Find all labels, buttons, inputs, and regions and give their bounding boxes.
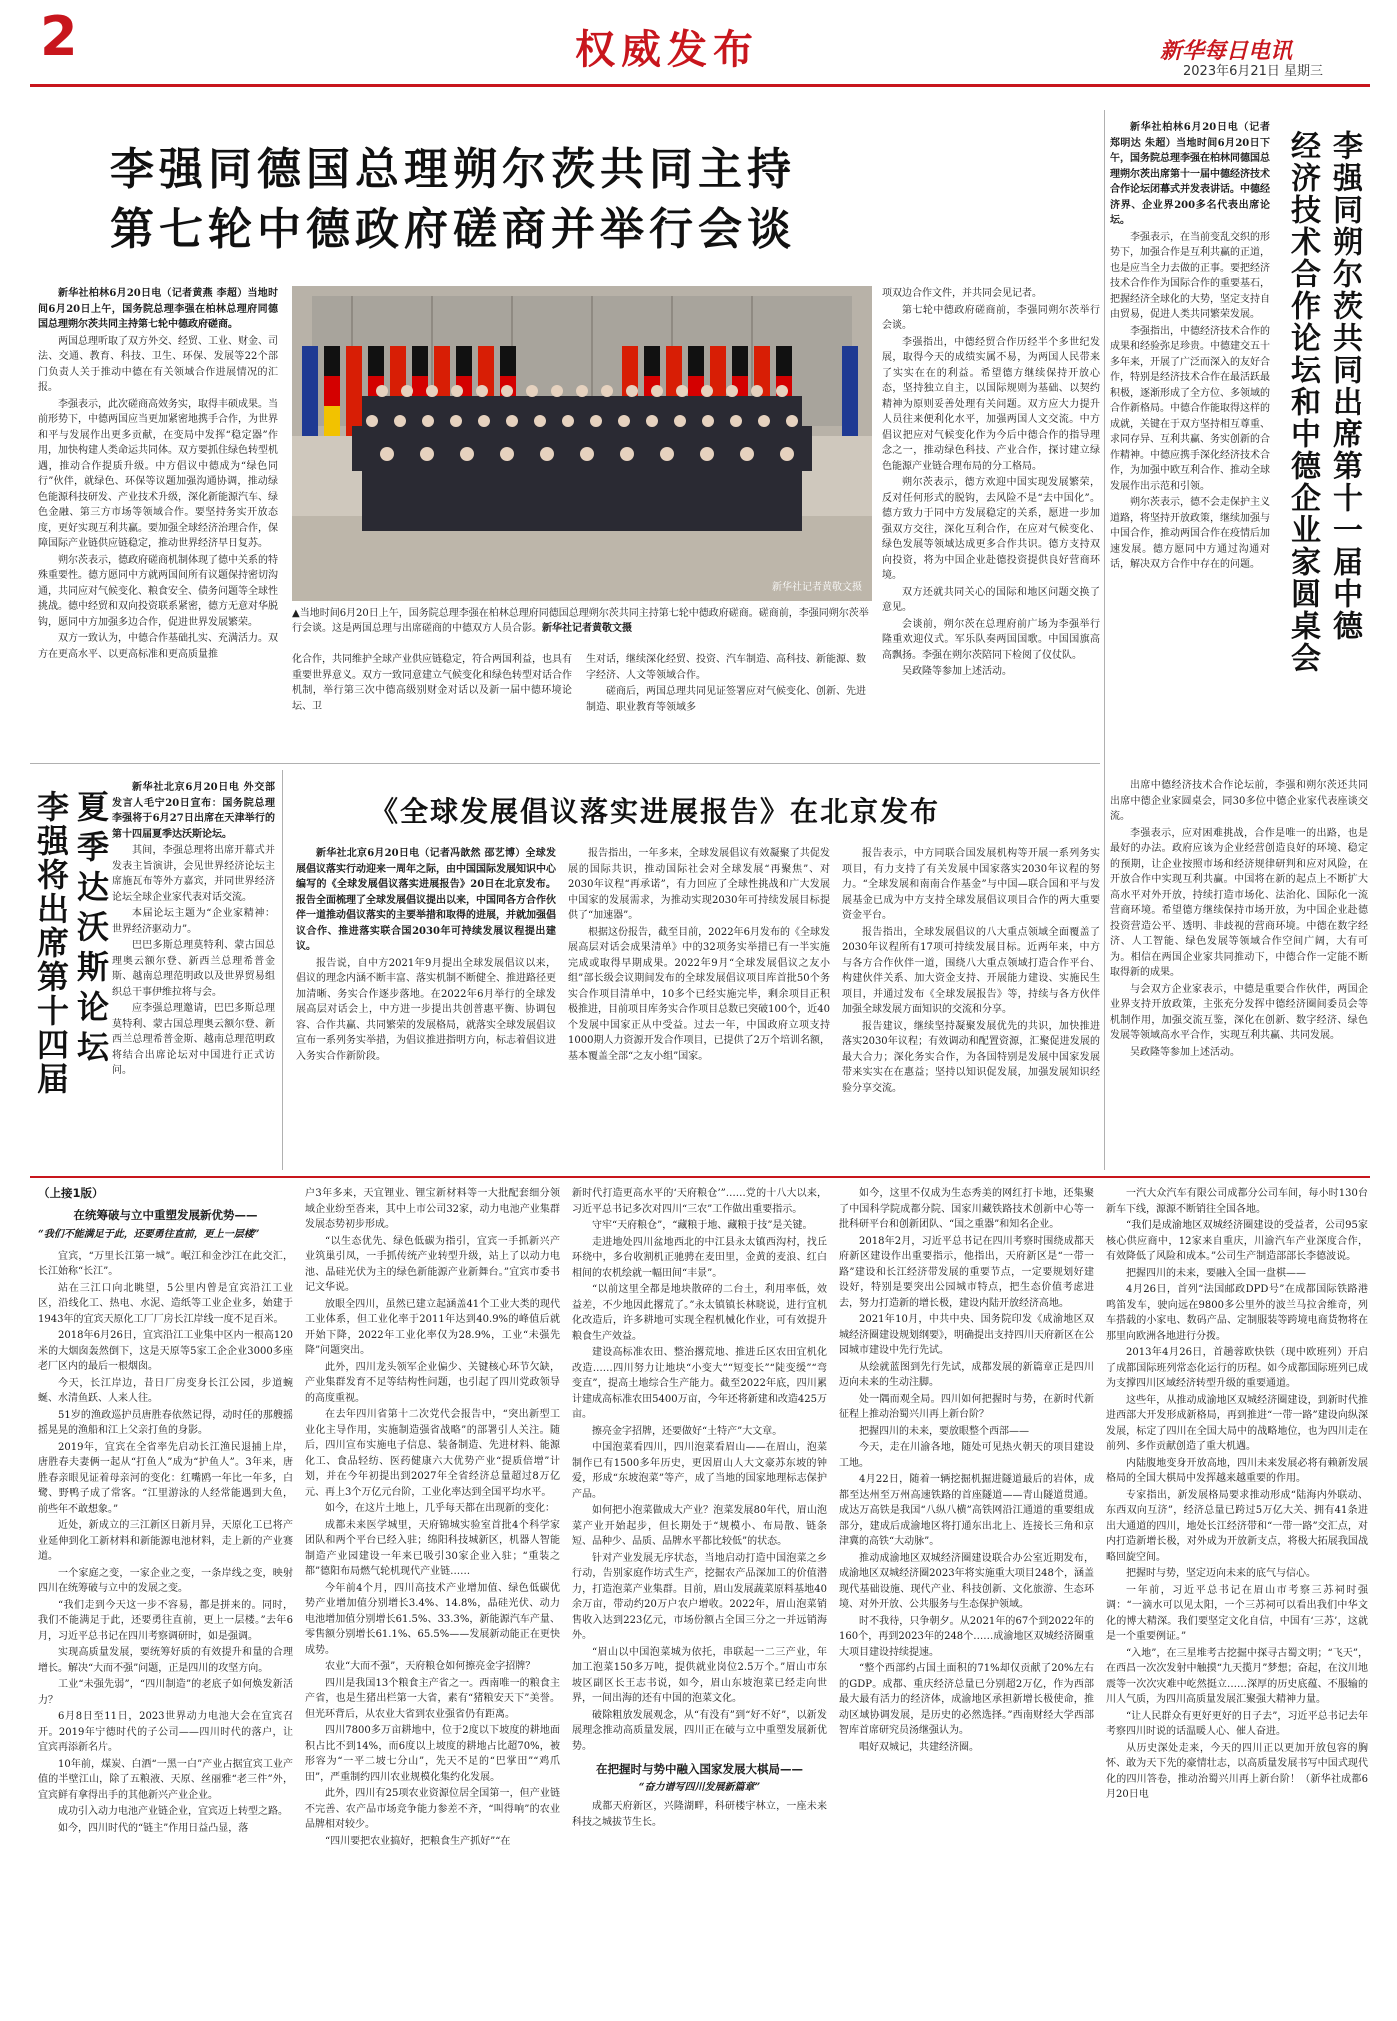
bottom-paragraph: 时不我待，只争朝夕。从2021年的67个到2022年的160个，再到2023年的248个……成渝地区双城经济圈重大项目建设持续提速。 — [839, 1615, 1094, 1658]
photo-watermark: 新华社记者黄敬文摄 — [772, 582, 862, 593]
header-rule — [30, 84, 1370, 87]
davos-paragraph: 其间，李强总理将出席开幕式并发表主旨演讲，会见世界经济论坛主席施瓦布等外方嘉宾，并同世界经济论坛全球企业家代表对话交流。 — [112, 845, 275, 903]
bottom-paragraph: 如今，在这片土地上，几乎每天都在出现新的变化： — [325, 1503, 555, 1514]
bottom-paragraph: 新时代打造更高水平的‘天府粮仓’”……党的十八大以来，习近平总书记多次对四川“三农”工作做出重要指示。 — [572, 1188, 827, 1215]
right-story-paragraph: 李强指出，中德经济技术合作的成果和经验弥足珍贵。中德建交五十多年来，开展了广泛而深入的友好合作，特别是经济技术合作在最活跃最积极，逐渐形成了全方位、多领域的合作新格局。中德合作能取得这样的成就，关键在于双方坚持相互尊重、求同存异、互利共赢、务实创新的合作精神。中德应携手深化经济技术合作，为加强中欧互利合作、推动全球发展作出示范和引领。 — [1110, 325, 1270, 492]
group-photo-image — [292, 286, 872, 601]
top-story-paragraph: 两国总理听取了双方外交、经贸、工业、财金、司法、交通、教育、科技、卫生、环保、发展等22个部门负责人关于推动中德在有关领域合作进展情况的汇报。 — [38, 335, 278, 393]
bottom-subhead-2: 在把握时与势中融入国家发展大棋局—— — [596, 1762, 803, 1776]
bottom-paragraph: 守牢“天府粮仓”，“藏粮于地、藏粮于技”是关键。 — [592, 1220, 813, 1231]
top-story-paragraph: 会谈前，朔尔茨在总理府前广场为李强举行隆重欢迎仪式。军乐队奏两国国歌。中国国旗高高飘扬。李强在朔尔茨陪同下检阅了仪仗队。 — [882, 618, 1100, 661]
bottom-paragraph: “我们走到今天这一步不容易，都是拼来的。同时，我们不能满足于此，还要勇往直前，更上一层楼。”去年6月，习近平总书记在四川考察调研时，如是强调。 — [38, 1599, 293, 1642]
bottom-paragraph: “眉山以中国泡菜城为依托，串联起一二三产业，年加工泡菜150多万吨，提供就业岗位2.5万个。”眉山市东坡区副区长王志书说，如今，眉山东坡泡菜已经走向世界，一间出海的还有中国的泡菜文化。 — [572, 1646, 827, 1704]
bottom-paragraph: 一个家庭之变，一家企业之变，一条岸线之变，映射四川在统筹破与立中的发展之变。 — [38, 1567, 293, 1594]
under-photo-column-2 — [586, 652, 866, 748]
bottom-paragraph: 走进地处四川盆地西北的中江县永太镇西沟村，找丘环绕中，多台收割机正驰骋在麦田里，金黄的麦浪、红白相间的农机绘就一幅田间“丰景”。 — [572, 1236, 827, 1279]
bottom-paragraph: 此外，四川有25项农业资源位居全国第一，但产业链不完善、农产品市场竞争能力参差不齐，“叫得响”的农业品牌相对较少。 — [305, 1788, 560, 1830]
gdi-paragraph: 报告指出，一年多来，全球发展倡议有效凝聚了共促发展的国际共识，推动国际社会对全球发展“再聚焦”、对2030年议程“再承诺”，有力回应了全球性挑战和广大发展中国家的发展需求，为推动实现2030年可持续发展目标提供了“加速器”。 — [568, 848, 830, 921]
top-headline-line2: 第七轮中德政府磋商并举行会谈 — [110, 204, 796, 255]
divider-vertical-right — [1104, 110, 1105, 1170]
davos-paragraph: 本届论坛主题为“企业家精神：世界经济驱动力”。 — [112, 908, 275, 935]
gdi-headline: 《全球发展倡议落实进展报告》在北京发布 — [370, 795, 941, 828]
bottom-paragraph: 此外，四川龙头领军企业偏少、关键核心环节欠缺，产业集群发育不足等结构性问题，也引起了四川党政领导的高度重视。 — [305, 1361, 560, 1404]
right-story-lead: 新华社柏林6月20日电（记者郑明达 朱超）当地时间6月20日下午，国务院总理李强在柏林同德国总理朔尔茨出席第十一届中德经济技术合作论坛闭幕式并发表讲话。中德经济界、企业界200多名代表出席论坛。 — [1110, 122, 1270, 226]
top-story-paragraph: 生对话，继续深化经贸、投资、汽车制造、高科技、新能源、数字经济、人文等领域合作。 — [586, 654, 866, 681]
davos-paragraph: 应李强总理邀请，巴巴多斯总理莫特利、蒙古国总理奥云额尔登、新西兰总理希普金斯、越南总理范明政将结合出席论坛对中国进行正式访问。 — [112, 1003, 275, 1076]
bottom-paragraph: 从绘就蓝图到先行先试，成都发展的新篇章正是四川迈向未来的生动注脚。 — [839, 1361, 1094, 1388]
gdi-column-1 — [296, 846, 556, 1168]
bottom-column-2 — [305, 1186, 560, 2006]
bottom-paragraph: 四川7800多万亩耕地中，位于2度以下坡度的耕地面积占比不到14%，而6度以上坡度的耕地占比超70%，被形容为“一平二坡七分山”，先天不足的“巴掌田”“鸡爪田”，严重制约四川农业规模化集约化发展。 — [305, 1725, 560, 1783]
bottom-paragraph: 中国泡菜看四川，四川泡菜看眉山——在眉山，泡菜制作已有1500多年历史，更因眉山人大文豪苏东坡的钟爱，形成“东坡泡菜”等产，成了当地的国家地理标志保护产品。 — [572, 1442, 827, 1500]
right-story-paragraph: 朔尔茨表示，德不会走保护主义道路，将坚持开放政策，继续加强与中国合作，推动两国合作在疫情后加速发展。德方愿同中方通过沟通对话，解决双方合作中存在的问题。 — [1110, 497, 1270, 570]
gdi-lead: 新华社北京6月20日电（记者冯歆然 邵艺博）全球发展倡议落实行动迎来一周年之际，由中国国际发展知识中心编写的《全球发展倡议落实进展报告》20日在北京发布。报告全面梳理了全球发展倡议提出以来，中国同各方合作伙伴一道推动倡议落实的主要举措和取得的进展，并就加强倡议合作、推进落实联合国2030年可持续发展议程提出建议。 — [296, 848, 556, 952]
bottom-paragraph: 建设高标准农田、整治撂荒地、推进丘区农田宜机化改造……四川努力让地块“小变大”“短变长”“陡变缓”“弯变直”，提高土地综合生产能力。截至2022年底，四川累计建成高标准农田5400万亩，今年还将新建和改造425万亩。 — [572, 1347, 827, 1420]
page-number: 2 — [40, 5, 78, 68]
bottom-paragraph: 今年前4个月，四川高技术产业增加值、绿色低碳优势产业增加值分别增长3.4%、14.8%，晶硅光伏、动力电池增加值分别增长61.5%、33.3%，新能源汽车产量、零售额分别增长61.1%、65.5%——发展新动能正在更快成势。 — [305, 1582, 560, 1656]
bottom-paragraph: 2019年，宜宾在全省率先启动长江渔民退捕上岸，唐胜春夫妻俩一起从“打鱼人”成为“护鱼人”。3年来，唐胜春亲眼见证着母亲河的变化：红嘴鸥一年比一年多，白鹭、野鸭子成了常客。“江里游泳的人经常能遇到大鱼，前些年不敢想象。” — [38, 1441, 293, 1515]
top-story-column-1 — [38, 286, 278, 756]
bottom-paragraph: 站在三江口向北眺望，5公里内曾是宜宾沿江工业区，沿线化工、热电、水泥、造纸等工业企业多，始建于1943年的宜宾天原化工厂厂房长江岸线一度不足百米。 — [38, 1282, 293, 1325]
gdi-paragraph: 报告说，自中方2021年9月提出全球发展倡议以来，倡议的理念内涵不断丰富、落实机制不断健全、推进路径更加清晰、务实合作逐步落地。在2022年6月举行的全球发展高层对话会上，中方进一步提出共创普惠平衡、协调包容、合作共赢、共同繁荣的发展格局，就落实全球发展倡议宣布一系列务实举措，为倡议推进指明方向，标志着倡议进入务实合作新阶段。 — [296, 957, 556, 1062]
photo-credit: 新华社记者黄敬文摄 — [542, 623, 632, 634]
bottom-paragraph: 宜宾，“万里长江第一城”。岷江和金沙江在此交汇，长江始称“长江”。 — [38, 1250, 293, 1277]
davos-paragraph: 巴巴多斯总理莫特利、蒙古国总理奥云额尔登、新西兰总理希普金斯、越南总理范明政以及世界贸易组织总干事伊维拉将与会。 — [112, 940, 275, 998]
gdi-paragraph: 根据这份报告，截至目前，2022年6月发布的《全球发展高层对话会成果清单》中的32项务实举措已有一半实施完成或取得早期成果。2022年9月“全球发展倡议之友小组”部长级会议期间发布的全球发展倡议项目库首批50个务实合作项目清单中，10多个已经实施完毕，剩余项目正积极推进，目前项目库务实合作项目总数已突破100个，近40个发展中国家正从中受益。过去一年，中国政府立项支持1000期人力资源开发合作项目，已提供了2万个培训名额，基本覆盖全部“之友小组”国家。 — [568, 926, 830, 1062]
top-story-paragraph: 磋商后，两国总理共同见证签署应对气候变化、创新、先进制造、职业教育等领域多 — [586, 686, 866, 713]
under-photo-column-1 — [292, 652, 572, 748]
top-story-column-3 — [882, 286, 1100, 748]
bottom-paragraph: 51岁的渔政巡护员唐胜春依然记得，动时任的那艘摇摇晃晃的渔船和江上父亲打鱼的身影。 — [38, 1409, 293, 1436]
top-story-paragraph: 李强表示，此次磋商高效务实，取得丰硕成果。当前形势下，中德两国应当更加紧密地携手合作，为世界和平与发展作出更多贡献，在变局中发挥“稳定器”作用，加快构建人类命运共同体。双方要抓住绿色转型机遇，推动合作提质升级。中方倡议中德成为“绿色同行”伙伴，就绿色、环保等议题加强沟通协调，推动绿色能源科技研发、产业技术升级，深化新能源汽车、绿色金融、第三方市场等领域合作。要坚持务实开放态度，更好实现互利共赢。要加强全球经济治理合作，保障国际产业链供应链稳定，推动世界经济早日复苏。 — [38, 398, 278, 549]
bottom-paragraph: 今天，长江岸边，昔日厂房变身长江公园，步道蜿蜒、水清鱼跃、人来人往。 — [38, 1377, 293, 1404]
top-story-paragraph: 第七轮中德政府磋商前，李强同朔尔茨举行会谈。 — [882, 304, 1100, 331]
bottom-paragraph: 从历史深处走来，今天的四川正以更加开放包容的胸怀、敢为天下先的豪情壮志，以高质量发展书写中国式现代化的四川答卷，推动治蜀兴川再上新台阶！（新华社成都6月20日电 — [1106, 1742, 1368, 1800]
bottom-paragraph: 推动成渝地区双城经济圈建设联合办公室近期发布，成渝地区双城经济圈2023年将实施重大项目248个，涵盖现代基础设施、现代产业、科技创新、文化旅游、生态环境、对外开放、公共服务与生态保护领域。 — [839, 1552, 1094, 1610]
bottom-column-1 — [38, 1186, 293, 2006]
bottom-paragraph: 实现高质量发展，要统筹好质的有效提升和量的合理增长。解决“大而不强”问题，正是四川的攻坚方向。 — [38, 1647, 293, 1674]
top-story-paragraph: 朔尔茨表示，德方欢迎中国实现发展繁荣，反对任何形式的脱钩，去风险不是“去中国化”。德方致力于同中方发展稳定的关系，愿进一步加强双方交往，深化互利合作，在应对气候变化、绿色发展等领域达成更多合作共识。德方支持双向投资，将为中国企业赴德投资提供良好营商环境。 — [882, 477, 1100, 581]
bottom-column-5 — [1106, 1186, 1368, 2006]
right-story-paragraph: 与会双方企业家表示，中德是重要合作伙伴，两国企业界支持开放政策，主张充分发挥中德经济圈间委员会等机制作用，加强交流互鉴，深化在创新、数字经济、绿色发展等领域高水平合作，实现互利共赢、共同发展。 — [1110, 983, 1368, 1041]
bottom-paragraph: 把握四川的未来，要放眼整个西部—— — [859, 1425, 1029, 1437]
bottom-quote-2: “奋力谱写四川发展新篇章” — [638, 1781, 761, 1793]
bottom-paragraph: 今天，走在川渝各地，随处可见热火朝天的项目建设工地。 — [839, 1442, 1094, 1469]
gdi-paragraph: 报告指出，全球发展倡议的八大重点领域全面覆盖了2030年议程所有17项可持续发展目标。近两年来，中方与各方合作伙伴一道，围绕八大重点领域打造合作平台、构建伙伴关系、加大资金支持、开展能力建设、实施民生项目，并通过发布《全球发展报告》等，持续与各方伙伴加强全球发展方面知识的交流和分享。 — [842, 926, 1100, 1015]
davos-lead: 新华社北京6月20日电 外交部发言人毛宁20日宣布：国务院总理李强将于6月27日出席在天津举行的第十四届夏季达沃斯论坛。 — [112, 782, 275, 840]
bottom-paragraph: 擦亮金字招牌，还要做好“土特产”大文章。 — [592, 1425, 783, 1437]
bottom-column-3 — [572, 1186, 827, 2006]
right-story-paragraph: 出席中德经济技术合作论坛前，李强和朔尔茨还共同出席中德企业家圆桌会，同30多位中德企业家代表座谈交流。 — [1110, 780, 1368, 822]
group-photo — [292, 286, 872, 601]
bottom-paragraph: 针对产业发展无序状态，当地启动打造中国泡菜之乡行动，告别家庭作坊式生产，挖掘农产品深加工的价值潜力，打造泡菜产业集群。目前，眉山发展蔬菜原料基地40余万亩，带动约20万户农户增收。2022年，眉山泡菜销售收入达到223亿元，市场份额占全国三分之一并远销海外。 — [572, 1552, 827, 1641]
photo-caption: ▲当地时间6月20日上午，国务院总理李强在柏林总理府同德国总理朔尔茨共同主持第七轮中德政府磋商。磋商前，李强同朔尔茨举行会谈。这是两国总理与出席磋商的中德双方人员合影。 — [292, 608, 869, 634]
bottom-quote-1: “我们不能满足于此，还要勇往直前，更上一层楼” — [38, 1229, 260, 1240]
section-title: 权威发布 — [575, 27, 759, 73]
bottom-paragraph: 专家指出，新发展格局要求推动形成“陆海内外联动、东西双向互济”，经济总量已跨过5万亿大关、拥有41条进出大通道的四川，地处长江经济带和“一带一路”交汇点，对内打造新增长极，对外成为开放新支点，将极大拓展我国战略回旋空间。 — [1106, 1489, 1368, 1563]
bottom-paragraph: 一汽大众汽车有限公司成都分公司车间，每小时130台新车下线，源源不断销往全国各地。 — [1106, 1188, 1368, 1215]
right-story-text-bottom — [1110, 778, 1368, 1168]
bottom-subhead-1: 在统筹破与立中重塑发展新优势—— — [73, 1207, 258, 1222]
bottom-paragraph: 2021年10月，中共中央、国务院印发《成渝地区双城经济圈建设规划纲要》，明确提出支持四川天府新区在公园城市建设中先行先试。 — [839, 1314, 1094, 1356]
page-header — [0, 0, 1397, 80]
top-story-paragraph: 项双边合作文件，并共同会见记者。 — [882, 288, 1042, 299]
bottom-paragraph: 10年前，煤炭、白酒“一黑一白”产业占据宜宾工业产值的半壁江山，除了五粮液、天原、丝丽雅“老三件”外，宜宾鲜有拿得出手的其他新兴产业企业。 — [38, 1758, 293, 1801]
bottom-paragraph: 如今，这里不仅成为生态秀美的网红打卡地，还集聚了中国科学院成都分院、国家川藏铁路技术创新中心等一批科研平台和创新团队、“国之重器”和知名企业。 — [839, 1188, 1094, 1230]
right-story-paragraph: 李强表示，应对困难挑战，合作是唯一的出路，也是最好的办法。政府应该为企业经营创造良好的环境、稳定的预期，让企业按照市场和经济规律研判和应对风险，在开放合作中实现互利共赢。中国将在新的起点上不断扩大高水平对外开放，持续打造市场化、法治化、国际化一流营商环境。希望德方继续保持市场开放，为中国企业赴德投资营造公平、透明、非歧视的营商环境。中德在数字经济、人工智能、绿色发展等领域合作空间广阔，大有可为。相信在两国企业家共同推动下，中德合作一定能不断取得新的成果。 — [1110, 827, 1368, 978]
top-story-paragraph: 双方一致认为，中德合作基础扎实、充满活力。双方在更高水平、以更高标准和更高质量推 — [38, 633, 278, 660]
top-story-paragraph: 朔尔茨表示，德政府磋商机制体现了德中关系的特殊重要性。德方愿同中方就两国间所有议题保持密切沟通，共同应对气候变化、粮食安全、债务问题等全球性挑战。德中经贸和双向投资联系紧密，德方无意对华脱钩，愿同中方加强多边合作，促进世界发展繁荣。 — [38, 554, 278, 628]
photo-caption-block — [292, 606, 872, 636]
bottom-paragraph: 内陆腹地变身开放高地，四川未来发展必将有赖新发展格局的全国大棋局中发挥越来越重要的作用。 — [1106, 1457, 1368, 1484]
bottom-paragraph: 把握四川的未来，要融入全国一盘棋—— — [1126, 1267, 1306, 1279]
bottom-paragraph: 农业“大而不强”，天府粮仓如何擦亮金字招牌？ — [325, 1661, 536, 1672]
bottom-paragraph: 近处，新成立的三江新区日新月异，天原化工已将产业延伸到化工新材料和新能源电池材料，走上新的产业赛道。 — [38, 1520, 293, 1562]
davos-headline-col1: 李强将出席第十四届 — [32, 790, 70, 1096]
bottom-paragraph: 成都天府新区，兴隆湖畔，科研楼宇林立，一座未来科技之城拔节生长。 — [572, 1801, 827, 1828]
bottom-paragraph: 破除粗放发展观念，从“有没有”到“好不好”，以新发展理念推动高质量发展，四川正在破与立中重塑发展新优势。 — [572, 1709, 827, 1752]
bottom-paragraph: “以前这里全都是地块散碎的二台土，利用率低，效益差，不少地因此撂荒了。”永太镇镇长林晓说，进行宜机化改造后，许多耕地可实现全程机械化作业，可有效提升粮食生产效益。 — [572, 1284, 827, 1342]
davos-headline-col2: 夏季达沃斯论坛 — [72, 790, 110, 1070]
bottom-paragraph: “入地”，在三星堆考古挖掘中探寻古蜀文明；“飞天”，在西昌一次次发射中触摸“九天揽月”梦想；奋起，在汶川地震等一次次灾难中屹然挺立……深厚的历史底蕴、不服输的川人气质，为四川高质量发展汇聚强大精神力量。 — [1106, 1647, 1368, 1705]
gdi-column-2 — [568, 846, 830, 1168]
bottom-paragraph: “整个西部约占国土面积的71%却仅贡献了20%左右的GDP。成都、重庆经济总量已分别超2万亿，作为西部最大最有活力的经济体，成渝地区承担新增长极使命，推动区域协调发展，是历史的必然选择。”西南财经大学西部智库首席研究员汤继强认为。 — [839, 1663, 1094, 1736]
top-story-lead: 新华社柏林6月20日电（记者黄燕 李超）当地时间6月20日上午，国务院总理李强在柏林总理府同德国总理朔尔茨共同主持第七轮中德政府磋商。 — [38, 288, 278, 330]
bottom-paragraph: 这些年，从推动成渝地区双城经济圈建设，到新时代推进西部大开发形成新格局，再到推进“一带一路”建设向纵深发展，标定了四川在全国大局中的战略地位，也为四川走在前列、多作贡献创造了重大机遇。 — [1106, 1394, 1368, 1452]
bottom-paragraph: 如何把小泡菜做成大产业？泡菜发展80年代，眉山泡菜产业开始起步，但长期处于“规模小、布局散、链条短、品种少、品质、品牌水平都比较低”的状态。 — [572, 1505, 827, 1547]
bottom-paragraph: 在去年四川省第十二次党代会报告中，“突出新型工业化主导作用，实施制造强省战略”的部署引人关注。随后，四川宣布实施电子信息、装备制造、先进材料、能源化工、食品轻纺、医药健康六大优势产业“提质倍增”计划，并在今年初提出到2027年全省经济总量超过8万亿元、再上3个万亿元台阶，工业化率达到全国平均水平。 — [305, 1409, 560, 1498]
bottom-paragraph: 户3年多来，天宜锂业、锂宝新材料等一大批配套细分领域企业纷至沓来，其中上市公司32家，动力电池产业集群发展态势初步形成。 — [305, 1188, 560, 1230]
bottom-paragraph: 成都未来医学城里，天府锦城实验室首批4个科学家团队和两个平台已经入驻；绵阳科技城新区，机器人智能制造产业园建设一年来已吸引30家企业入驻；“重装之都”德阳布局燃气轮机现代产业链…… — [305, 1519, 560, 1577]
right-story-text-top — [1110, 120, 1270, 775]
gdi-column-3 — [842, 846, 1100, 1168]
issue-date: 2023年6月21日 星期三 — [1183, 64, 1324, 79]
gdi-paragraph: 报告表示，中方同联合国发展机构等开展一系列务实项目，有力支持了有关发展中国家落实2030年议程的努力。“全球发展和南南合作基金”与中国—联合国和平与发展基金已成为中方支持全球发展倡议项目合作的两大重要资金平台。 — [842, 848, 1100, 921]
bottom-paragraph: 放眼全四川，虽然已建立起涵盖41个工业大类的现代工业体系，但工业化率于2011年达到40.9%的峰值后就开始下降，2022年工业化率仅为28.9%，工业“未强先降”问题突出。 — [305, 1298, 560, 1356]
continued-marker: （上接1版） — [38, 1186, 104, 1200]
top-headline-line1: 李强同德国总理朔尔茨共同主持 — [110, 144, 796, 195]
section-divider — [30, 1176, 1370, 1178]
top-story-paragraph: 双方还就共同关心的国际和地区问题交换了意见。 — [882, 586, 1100, 613]
right-story-paragraph: 吴政隆等参加上述活动。 — [1130, 1046, 1240, 1058]
bottom-paragraph: 如今，四川时代的“链主”作用日益凸显，落 — [58, 1822, 249, 1834]
bottom-paragraph: 成功引入动力电池产业链企业，宜宾迈上转型之路。 — [58, 1806, 288, 1817]
bottom-paragraph: “让人民群众有更好更好的日子去”，习近平总书记去年考察四川时说的话温暖人心、催人奋进。 — [1106, 1710, 1368, 1737]
newspaper-logo: 新华每日电讯 — [1160, 38, 1293, 64]
right-headline-col2: 经济技术合作论坛和中德企业家圆桌会 — [1285, 130, 1320, 674]
bottom-paragraph: 6月8日至11日，2023世界动力电池大会在宜宾召开。2019年宁德时代的子公司——四川时代的落户，让宜宾再添新名片。 — [38, 1711, 293, 1753]
bottom-paragraph: 一年前，习近平总书记在眉山市考察三苏祠时强调：“一滴水可以见太阳，一个三苏祠可以看出我们中华文化的博大精深。我们要坚定文化自信，中国有‘三苏’，这就是一个重要例证。” — [1106, 1584, 1368, 1642]
bottom-paragraph: “我们是成渝地区双城经济圈建设的受益者，公司95家核心供应商中，12家来自重庆，川渝汽车产业深度合作，有效降低了风险和成本。”公司生产制造部部长李德波说。 — [1106, 1220, 1368, 1262]
top-story-paragraph: 化合作，共同维护全球产业供应链稳定，符合两国利益，也具有重要世界意义。双方一致同意建立气候变化和绿色转型对话合作机制，举行第三次中德高级别财金对话以及新一届中德环境论坛、卫 — [292, 654, 572, 712]
divider-horizontal-top — [30, 763, 1100, 764]
divider-vertical-left — [282, 770, 283, 1170]
right-headline-col1: 李强同朔尔茨共同出席第十一届中德 — [1327, 130, 1362, 642]
bottom-paragraph: 4月22日，随着一辆挖掘机掘进隧道最后的岩体，成都至达州至万州高速铁路的首座隧道——青山隧道贯通。成达万高铁是我国“八纵八横”高铁网沿江通道的重要组成部分，建成后成渝地区将打通东出北上、连接长三角和京津冀的高铁“大动脉”。 — [839, 1474, 1094, 1547]
bottom-paragraph: 把握时与势，坚定迈向未来的底气与信心。 — [1126, 1568, 1316, 1579]
bottom-column-4 — [839, 1186, 1094, 2006]
gdi-paragraph: 报告建议，继续坚持凝聚发展优先的共识，加快推进落实2030年议程；有效调动和配置资源，汇聚促进发展的最大合力；深化务实合作，为各国特别是发展中国家发展带来实实在在惠益；坚持以知识促发展，加强发展知识经验分享交流。 — [842, 1020, 1100, 1094]
bottom-paragraph: 2018年6月26日，宜宾沿江工业集中区内一根高120米的大烟囱轰然倒下，这是天原等5家工企企业3000多座老厂区内的最后一根烟囱。 — [38, 1330, 293, 1372]
bottom-paragraph: “四川要把农业搞好，把粮食生产抓好”“在 — [325, 1835, 511, 1847]
bottom-paragraph: 四川是我国13个粮食主产省之一。西南唯一的粮食主产省，也是生猪出栏第一大省，素有“猪粮安天下”美誉。但光环背后，从农业大省到农业强省仍有距离。 — [305, 1677, 560, 1720]
right-story-paragraph: 李强表示，在当前变乱交织的形势下，加强合作是互利共赢的正道，也是应当全力去做的正事。要把经济技术合作作为国际合作的重要基石，把握经济全球化的大势，坚定支持自由贸易，促进人类共同繁荣发展。 — [1110, 231, 1270, 320]
bottom-paragraph: 2013年4月26日，首趟蓉欧快铁（现中欧班列）开启了成都国际班列常态化运行的历程。如今成都国际班列已成为支撑四川区域经济转型升级的重要通道。 — [1106, 1347, 1368, 1389]
davos-text — [112, 780, 275, 1170]
top-headline — [110, 140, 1010, 260]
bottom-paragraph: “以生态优先、绿色低碳为指引，宜宾一手抓新兴产业筑巢引凤，一手抓传统产业转型升级，站上了以动力电池、晶硅光伏为主的绿色新能源产业新舞台。”宜宾市委书记文华说。 — [305, 1235, 560, 1293]
bottom-paragraph: 2018年2月，习近平总书记在四川考察时围绕成都天府新区建设作出重要指示，他指出，天府新区是“一带一路”建设和长江经济带发展的重要节点，一定要规划好建设好，特别是要突出公园城市特点，把生态价值考虑进去，努力打造新的增长极，建设内陆开放经济高地。 — [839, 1235, 1094, 1309]
bottom-paragraph: 处一隅而观全局。四川如何把握时与势，在新时代新征程上推动治蜀兴川再上新台阶？ — [839, 1393, 1094, 1420]
bottom-paragraph: 唱好双城记，共建经济圈。 — [859, 1741, 979, 1753]
bottom-paragraph: 4月26日，首列“法国邮政DPD号”在成都国际铁路港鸣笛发车，驶向远在9800多公里外的波兰马拉舍维奇，列车搭载的小家电、数码产品、定制服装等跨境电商货物将在那里向欧洲各地进行分拨。 — [1106, 1284, 1368, 1342]
top-story-paragraph: 李强指出，中德经贸合作历经半个多世纪发展，取得今天的成绩实属不易，为两国人民带来了实实在在的利益。希望德方继续保持开放心态，坚持独立自主，以国际规则为基础、以契约精神为原则妥善处理有关问题。双方应大力提升人员往来便利化水平，加强两国人文交流。中方倡议把应对气候变化作为今后中德合作的指导理念之一，推动绿色科技、产业合作，探讨建立绿色能源产业链合理布局的分工格局。 — [882, 336, 1100, 472]
top-story-paragraph: 吴政隆等参加上述活动。 — [902, 666, 1012, 677]
bottom-paragraph: 工业“未强先弱”，“四川制造”的老底子如何焕发新活力？ — [38, 1679, 293, 1706]
